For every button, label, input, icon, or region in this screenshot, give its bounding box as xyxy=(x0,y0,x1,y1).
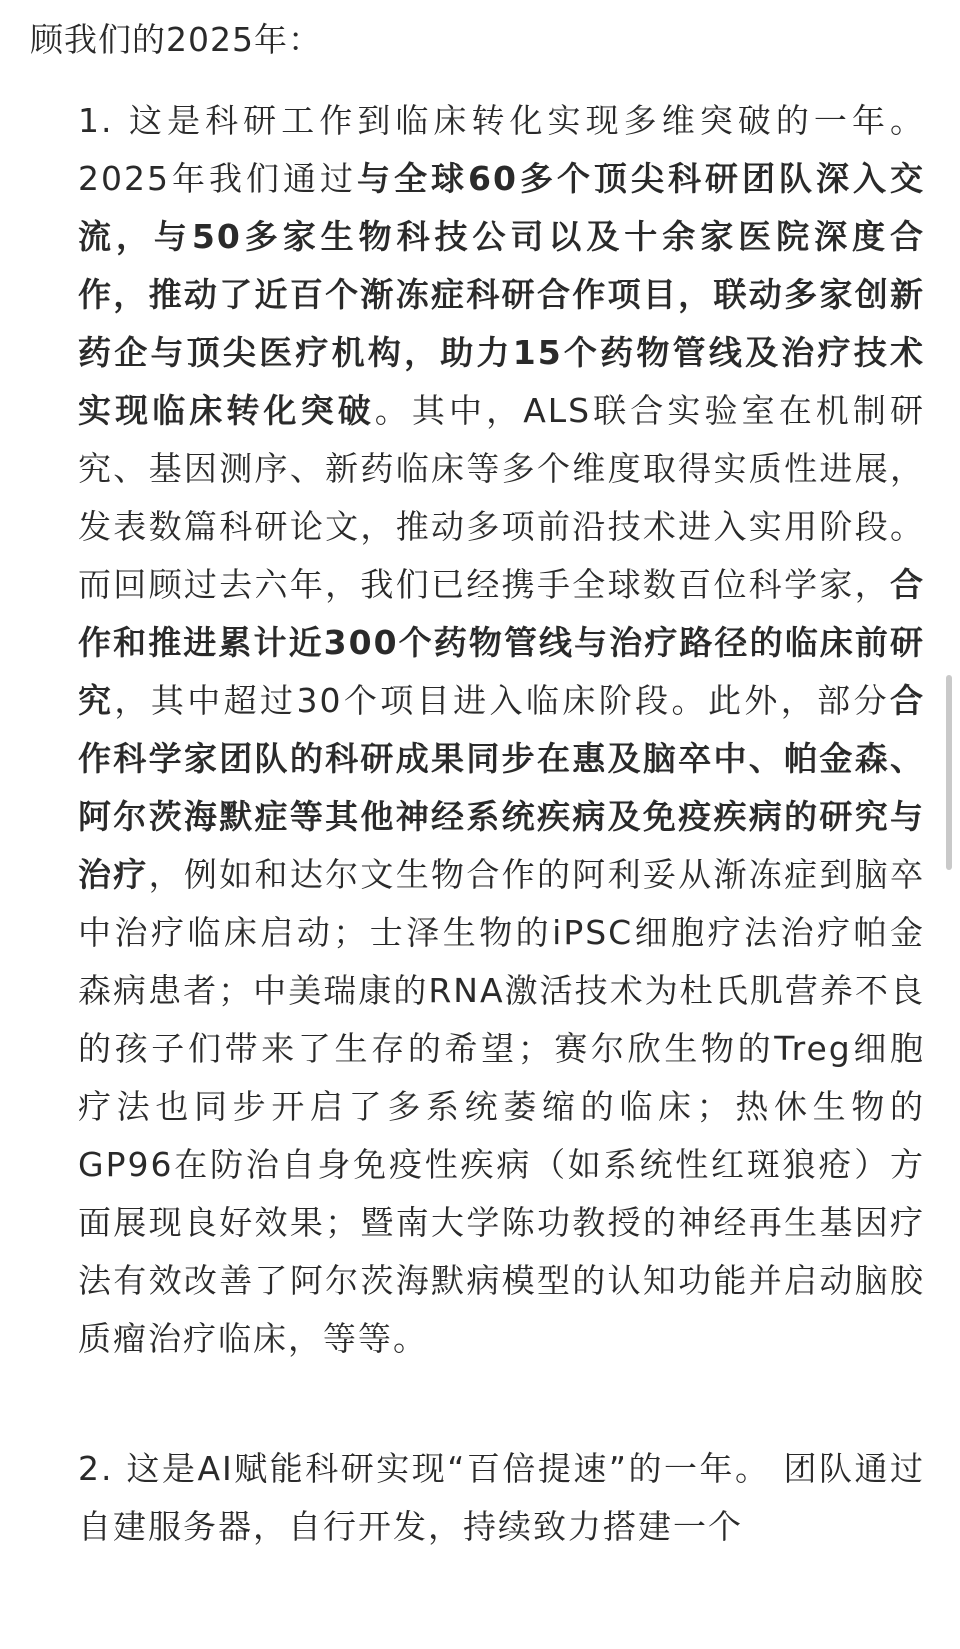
item-1-highlight-collaboration: 与全球60多个顶尖科研团队深入交流，与50多家生物科技公司以及十余家医院深度合作，推动了近百个渐冻症科研合作项目，联动多家创新药企与顶尖医疗机构，助力15个药物管线及治疗技术实现临床转化突破 xyxy=(78,159,925,430)
list-item-2: 2. 这是AI赋能科研实现“百倍提速”的一年。 团队通过自建服务器，自行开发，持续致力搭建一个 xyxy=(78,1449,925,1546)
item-1-highlight-pipelines: 合作和推进累计近300个药物管线与治疗路径的临床前研究 xyxy=(78,565,925,720)
item-1-text-examples: ，例如和达尔文生物合作的阿利妥从渐冻症到脑卒中治疗临床启动；士泽生物的iPSC细胞疗法治疗帕金森病患者；中美瑞康的RNA激活技术为杜氏肌营养不良的孩子们带来了生存的希望；赛尔欣生物的Treg细胞疗法也同步开启了多系统萎缩的临床；热休生物的GP96在防治自身免疫性疾病（如系统性红斑狼疮）方面展现良好效果；暨南大学陈功教授的神经再生基因疗法有效改善了阿尔茨海默病模型的认知功能并启动脑胶质瘤治疗临床，等等。 xyxy=(78,855,926,1358)
item-1-text-achievements: 。其中，ALS联合实验室在机制研究、基因测序、新药临床等多个维度取得实质性进展，发表数篇科研论文，推动多项前沿技术进入实用阶段。而回顾过去六年，我们已经携手全球数百位科学家， xyxy=(78,391,925,604)
item-1-text-clinical: ，其中超过30个项目进入临床阶段。此外，部分 xyxy=(114,681,891,720)
item-1-prefix: 1. 这是科研工作到临床转化实现多维突破的一年。2025年我们通过 xyxy=(78,101,925,198)
item-1-highlight-other-diseases: 合作科学家团队的科研成果同步在惠及脑卒中、帕金森、阿尔茨海默症等其他神经系统疾病及免疫疾病的研究与治疗 xyxy=(78,681,926,894)
scrollbar-thumb[interactable] xyxy=(946,675,952,870)
page-heading: 顾我们的2025年： xyxy=(30,20,322,59)
list-item-1 xyxy=(78,92,925,1368)
